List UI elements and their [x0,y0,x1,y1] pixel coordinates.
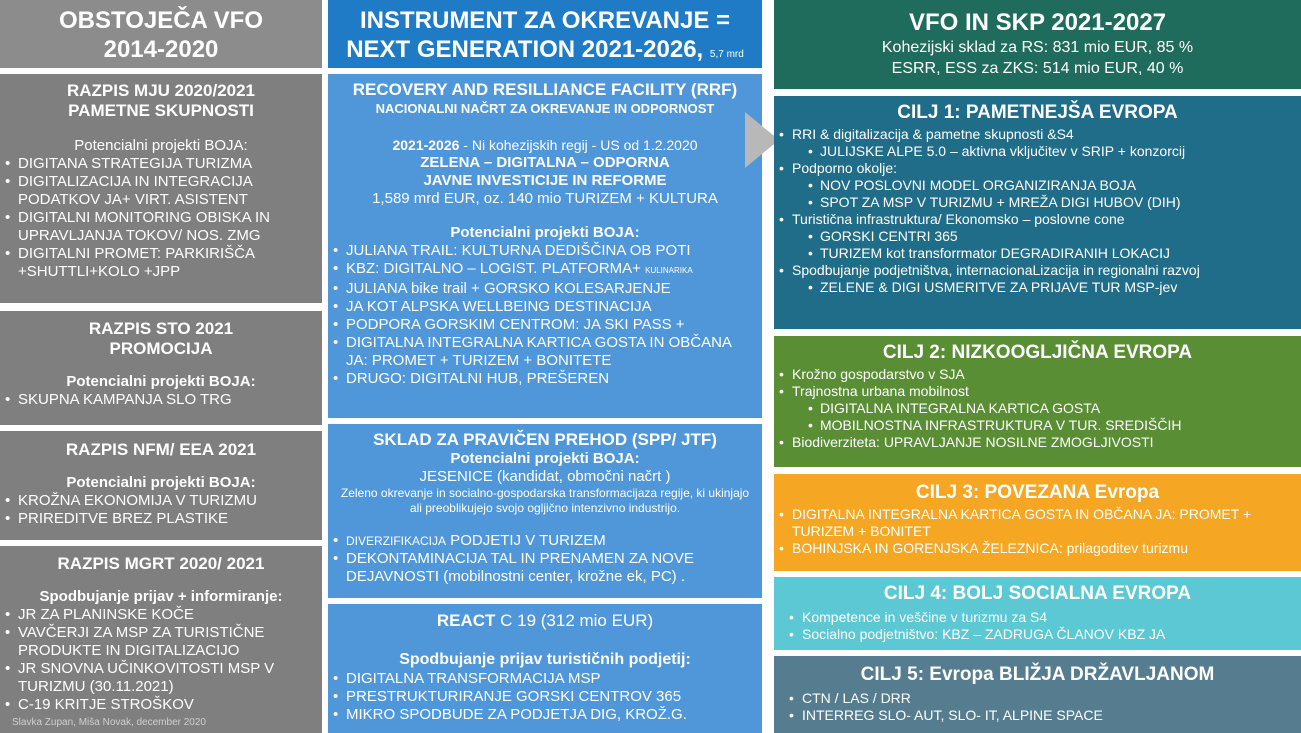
list-item: • GORSKI CENTRI 365 [774,228,1301,245]
spp-paragraph: Zeleno okrevanje in socialno-gospodarska transformacijaza regije, ki ukinjajo ali preoblikujejo svojo ogljično intenzivno industrijo. [340,486,750,515]
col2-title-line2 [328,35,762,64]
react-panel [328,604,762,733]
list-item: • DIGITALIZACIJA IN INTEGRACIJA PODATKOV JA+ VIRT. ASISTENT [0,173,316,209]
list-item: • Krožno gospodarstvo v SJA [774,366,1301,383]
react-list [328,670,762,724]
goal2-title: CILJ 2: NIZKOOGLJIČNA EVROPA [882,342,1193,363]
list-item: • CTN / LAS / DRR [784,690,1301,707]
react-title-bold: REACT [436,611,496,630]
list-item: • PRESTRUKTURIRANJE GORSKI CENTROV 365 [328,688,762,706]
mju-title-line1: RAZPIS MJU 2020/2021 [66,81,256,100]
goal1-list [774,126,1301,296]
col2-title-small: 5,7 mrd [709,49,744,60]
list-item: • DEKONTAMINACIJA TAL IN PRENAMEN ZA NOVE DEJAVNOSTI (mobilnostni center, krožne ek, PC) . [328,550,754,586]
goal5-title: CILJ 5: Evropa BLIŽJA DRŽAVLJANOM [860,664,1215,685]
list-item: • MOBILNOSTNA INFRASTRUKTURA V TUR. SREDIŠČIH [774,417,1301,434]
goal3-list [774,506,1301,557]
goal2-panel [774,336,1301,467]
nfm-title: RAZPIS NFM/ EEA 2021 [65,440,257,459]
react-subtitle: Spodbujanje prijav turističnih podjetij: [399,651,691,668]
list-item: • ZELENE & DIGI USMERITVE ZA PRIJAVE TUR MSP-jev [774,279,1301,296]
list-item: • JULIANA TRAIL: KULTURNA DEDIŠČINA OB POTI [328,242,754,260]
rrf-line3: JAVNE INVESTICIJE IN REFORME [423,172,667,189]
list-item: • Podporno okolje: [774,160,1301,177]
spp-item1-small: DIVERZIFIKACIJA [346,534,447,548]
mju-panel [0,74,322,303]
list-item: • Kompetence in veščine v turizmu za S4 [784,609,1301,626]
sto-subtitle: Potencialni projekti BOJA: [66,373,256,390]
goal2-list [774,366,1301,451]
kbz-small-label: KULINARIKA [645,266,693,275]
sto-title-line1: RAZPIS STO 2021 [88,319,234,338]
rrf-subheading: Potencialni projekti BOJA: [450,224,640,241]
col1-title-line2: 2014-2020 [103,36,219,63]
mgrt-list [0,606,322,714]
rrf-list [328,242,762,388]
goal5-panel [774,656,1301,733]
col1-header [0,0,322,68]
list-item: • DRUGO: DIGITALNI HUB, PREŠEREN [328,370,754,388]
rrf-line2: ZELENA – DIGITALNA – ODPORNA [420,154,670,171]
spp-title: SKLAD ZA PRAVIČEN PREHOD (SPP/ JTF) [373,430,717,449]
list-item: • PODPORA GORSKIM CENTROM: JA SKI PASS + [328,316,754,334]
list-item: • DIGITALNA INTEGRALNA KARTICA GOSTA [774,400,1301,417]
list-item: • JR ZA PLANINSKE KOČE [0,606,316,624]
list-item: • MIKRO SPODBUDE ZA PODJETJA DIG, KROŽ.G. [328,706,762,724]
sto-list [0,391,322,409]
list-item-text: KBZ: DIGITALNO – LOGIST. PLATFORMA+ [346,260,641,277]
mju-list [0,155,322,281]
sto-panel [0,311,322,425]
list-item: • RRI & digitalizacija & pametne skupnosti &S4 [774,126,1301,143]
col3-title: VFO IN SKP 2021-2027 [908,9,1167,36]
list-item: • DIGITALNA TRANSFORMACIJA MSP [328,670,762,688]
list-item: • DIGITALNA INTEGRALNA KARTICA GOSTA IN OBČANA JA: PROMET + TURIZEM + BONITETE [328,334,754,370]
sto-title-line2: PROMOCIJA [109,339,213,358]
list-item: • JULIANA bike trail + GORSKO KOLESARJENJE [328,280,754,298]
list-item: • INTERREG SLO- AUT, SLO- IT, ALPINE SPACE [784,707,1301,724]
spp-subtitle: Potencialni projekti BOJA: [450,450,640,467]
mgrt-title: RAZPIS MGRT 2020/ 2021 [57,554,265,573]
rrf-line1-rest: - Ni kohezijskih regij - US od 1.2.2020 [459,137,698,153]
spp-item1-rest: PODJETIJ V TURIZEM [446,532,606,549]
list-item: • DIGITANA STRATEGIJA TURIZMA [0,155,316,173]
goal1-title: CILJ 1: PAMETNEJŠA EVROPA [897,102,1178,123]
list-item: • PRIREDITVE BREZ PLASTIKE [0,510,322,528]
rrf-panel [328,74,762,418]
mgrt-subtitle: Spodbujanje prijav + informiranje: [39,588,283,605]
list-item [328,260,754,280]
list-item [328,532,754,550]
rrf-line4: 1,589 mrd EUR, oz. 140 mio TURIZEM + KULTURA [372,190,718,207]
col2-title-text: NEXT GENERATION 2021-2026, [346,36,704,63]
nfm-subtitle: Potencialni projekti BOJA: [66,474,256,491]
list-item: • DIGITALNI PROMET: PARKIRIŠČA +SHUTTLI+KOLO +JPP [0,245,316,281]
col3-line2: ESRR, ESS za ZKS: 514 mio EUR, 40 % [891,60,1184,77]
react-title [328,610,762,632]
col2-header [328,0,762,68]
nfm-list [0,492,322,528]
list-item: • VAVČERJI ZA MSP ZA TURISTIČNE PRODUKTE IN DIGITALIZACIJO [0,624,316,660]
list-item: • NOV POSLOVNI MODEL ORGANIZIRANJA BOJA [774,177,1301,194]
list-item: • SPOT ZA MSP V TURIZMU + MREŽA DIGI HUBOV (DIH) [774,194,1301,211]
spp-panel [328,424,762,598]
list-item: • Biodiverziteta: UPRAVLJANJE NOSILNE ZMOGLJIVOSTI [774,434,1301,451]
list-item: • KROŽNA EKONOMIJA V TURIZMU [0,492,322,510]
list-item: • DIGITALNA INTEGRALNA KARTICA GOSTA IN OBČANA JA: PROMET + TURIZEM + BONITET [774,506,1291,540]
goal3-title: CILJ 3: POVEZANA Evropa [915,482,1160,503]
goal4-list [774,609,1301,643]
list-item: • Socialno podjetništvo: KBZ – ZADRUGA ČLANOV KBZ JA [784,626,1301,643]
list-item: • DIGITALNI MONITORING OBISKA IN UPRAVLJANJA TOKOV/ NOS. ZMG [0,209,316,245]
goal5-list [774,690,1301,724]
col3-line1: Kohezijski sklad za RS: 831 mio EUR, 85 % [881,39,1194,56]
footer-credit: Slavka Zupan, Miša Novak, december 2020 [12,717,206,728]
list-item: • TURIZEM kot transforrmator DEGRADIRANIH LOKACIJ [774,245,1301,262]
list-item: • C-19 KRITJE STROŠKOV [0,696,316,714]
col3-header [774,0,1301,89]
list-item: • SKUPNA KAMPANJA SLO TRG [0,391,322,409]
col1-title-line1: OBSTOJEČA VFO [58,7,264,34]
react-title-rest: C 19 (312 mio EUR) [495,611,654,630]
rrf-title: RECOVERY AND RESILLIANCE FACILITY (RRF) [352,80,738,99]
list-item: • Trajnostna urbana mobilnost [774,383,1301,400]
spp-line1: JESENICE (kandidat, območni načrt ) [419,468,671,485]
mju-title-line2: PAMETNE SKUPNOSTI [68,101,254,120]
mgrt-panel [0,546,322,733]
spp-list [328,532,762,586]
mju-subtitle: Potencialni projekti BOJA: [74,137,248,154]
list-item: • Spodbujanje podjetništva, internacionaLizacija in regionalni razvoj [774,262,1301,279]
list-item: • JA KOT ALPSKA WELLBEING DESTINACIJA [328,298,754,316]
rrf-subtitle: NACIONALNI NAČRT ZA OKREVANJE IN ODPORNOST [375,101,715,116]
list-item: • JR SNOVNA UČINKOVITOSTI MSP V TURIZMU (30.11.2021) [0,660,316,696]
goal3-panel [774,474,1301,571]
list-item: • JULIJSKE ALPE 5.0 – aktivna vključitev v SRIP + konzorcij [774,143,1301,160]
goal4-panel [774,577,1301,650]
list-item: • BOHINJSKA IN GORENJSKA ŽELEZNICA: prilagoditev turizmu [774,540,1291,557]
list-item: • Turistična infrastruktura/ Ekonomsko – poslovne cone [774,211,1301,228]
rrf-line1-bold: 2021-2026 [392,137,460,153]
goal4-title: CILJ 4: BOLJ SOCIALNA EVROPA [883,583,1192,604]
nfm-panel [0,431,322,540]
rrf-line1 [328,137,762,154]
col2-title-line1: INSTRUMENT ZA OKREVANJE = [359,7,731,34]
goal1-panel [774,96,1301,329]
